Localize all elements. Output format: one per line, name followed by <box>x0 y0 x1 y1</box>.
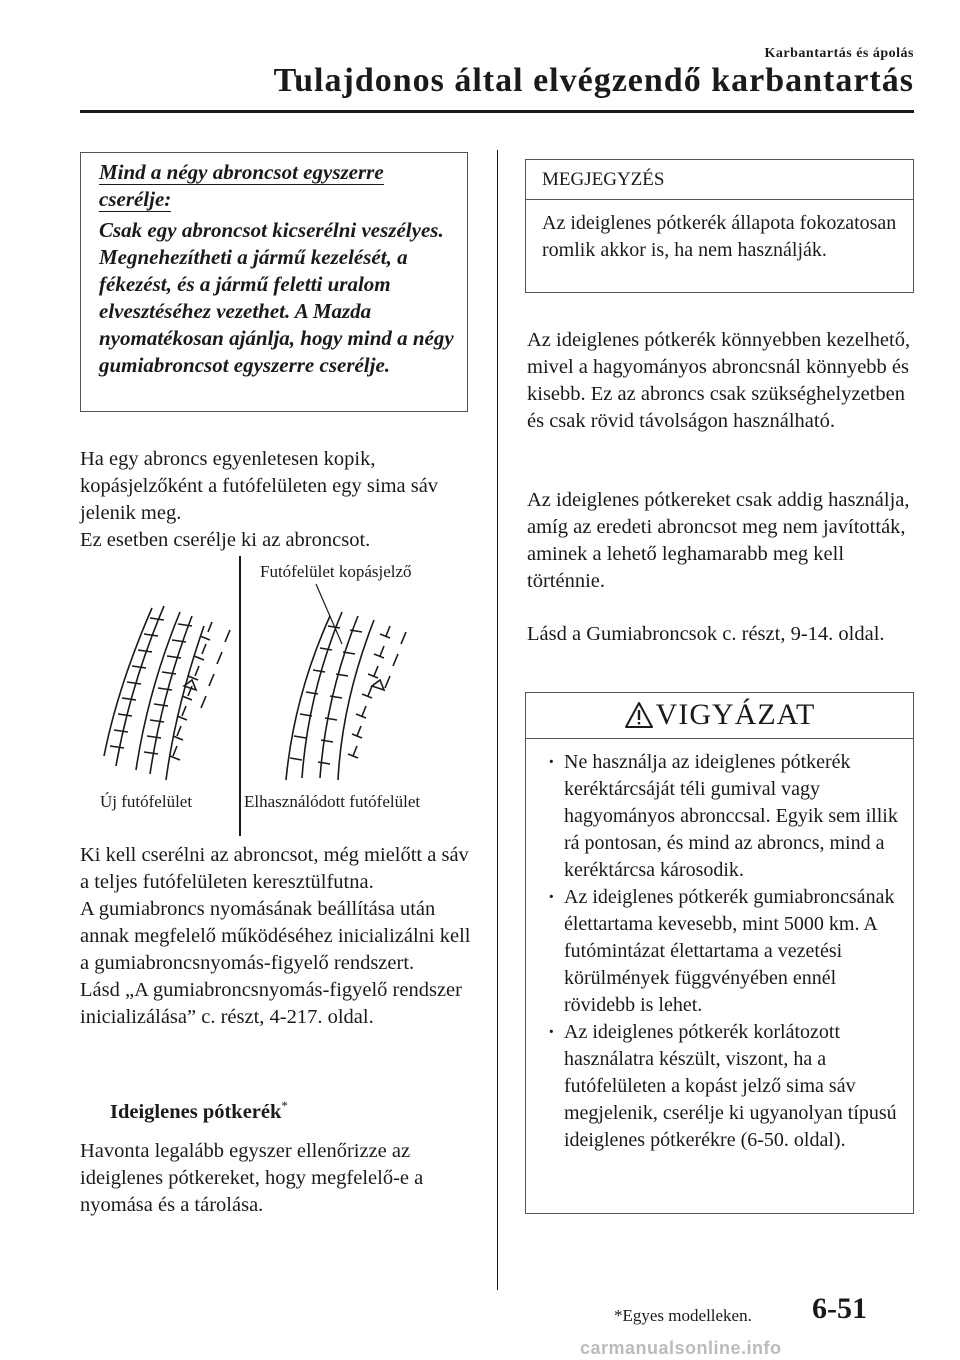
spare-usage-paragraph: Az ideiglenes pótkereket csak addig használja, amíg az eredeti abroncsot meg nem javították, aminek a lehető leghamarabb meg kell történnie. <box>527 489 910 592</box>
caution-box <box>525 692 914 1214</box>
caution-item: · Ne használja az ideiglenes pótkerék keréktárcsáját téli gumival vagy hagyományos abronccsal. Egyik sem illik rá pontosan, és mind az abroncs, mind a keréktárcsa károsodik. <box>540 749 902 884</box>
page-title: Tulajdonos által elvégzendő karbantartás <box>273 62 914 99</box>
wear-indicator-label: Futófelület kopásjelző <box>260 562 412 581</box>
spare-handling-paragraph: Az ideiglenes pótkerék könnyebben kezelhető, mivel a hagyományos abroncsnál könnyebb és kisebb. Ez az abroncs csak szükséghelyzetben és csak rövid távolságon használható. <box>527 329 911 432</box>
new-tread-label: Új futófelület <box>100 792 193 811</box>
watermark: carmanualsonline.info <box>580 1338 782 1358</box>
spare-tire-subheading: Ideiglenes pótkerék* <box>110 1098 288 1123</box>
section-title: Karbantartás és ápolás <box>764 46 914 61</box>
worn-tread-label: Elhasználódott futófelület <box>244 792 421 811</box>
warning-box <box>80 152 468 412</box>
warning-body: Csak egy abroncsot kicserélni veszélyes. Megnehezítheti a jármű kezelését, a fékezést, és a jármű feletti uralom elvesztéséhez vezethet. A Mazda nyomatékosan ajánlja, hogy mind a négy gumiabroncsot egyszerre cserélje. <box>99 218 454 377</box>
reference-paragraph: Lásd a Gumiabroncsok c. részt, 9-14. oldal. <box>527 623 885 645</box>
model-specific-mark: * <box>281 1098 288 1113</box>
replacement-paragraph: Ki kell cserélni az abroncsot, még mielőtt a sáv a teljes futófelületen keresztülfutna. A gumiabroncs nyomásának beállítása után annak megfelelő működéséhez inicializálni kell a gumiabroncsnyomás-figyelő rendszert. Lásd „A gumiabroncsnyomás-figyelő rendszer inicializálása” c. részt, 4-217. oldal. <box>80 844 471 1028</box>
caution-heading: VIGYÁZAT <box>655 698 816 731</box>
page-number: 6-51 <box>812 1292 867 1325</box>
caution-list <box>540 749 902 1154</box>
wear-indicator-paragraph: Ha egy abroncs egyenletesen kopik, kopásjelzőként a futófelületen egy sima sáv jelenik meg. Ez esetben cserélje ki az abroncsot. <box>80 448 439 551</box>
caution-header <box>526 693 913 739</box>
warning-triangle-icon <box>624 701 654 729</box>
spare-check-paragraph: Havonta legalább egyszer ellenőrizze az ideiglenes pótkereket, hogy megfelelő-e a nyomása és a tárolása. <box>80 1140 424 1216</box>
caution-item: · Az ideiglenes pótkerék gumiabroncsának élettartama kevesebb, mint 5000 km. A futómintázat élettartama a vezetési körülmények függvényében ennél rövidebb is lehet. <box>540 884 902 1019</box>
note-heading: MEGJEGYZÉS <box>526 160 913 200</box>
warning-title: Mind a négy abroncsot egyszerre cserélje: <box>99 160 384 211</box>
note-body: Az ideiglenes pótkerék állapota fokozatosan romlik akkor is, ha nem használják. <box>542 212 897 261</box>
caution-item: · Az ideiglenes pótkerék korlátozott használatra készült, viszont, ha a futófelületen a kopást jelző sima sáv megjelenik, cserélje ki ugyanolyan típusú ideiglenes pótkerékre (6-50. oldal). <box>540 1019 902 1154</box>
tread-wear-figure <box>80 556 480 836</box>
footnote: *Egyes modelleken. <box>614 1306 752 1325</box>
header-rule <box>80 110 914 113</box>
column-divider <box>497 150 498 1290</box>
note-box <box>525 159 914 293</box>
